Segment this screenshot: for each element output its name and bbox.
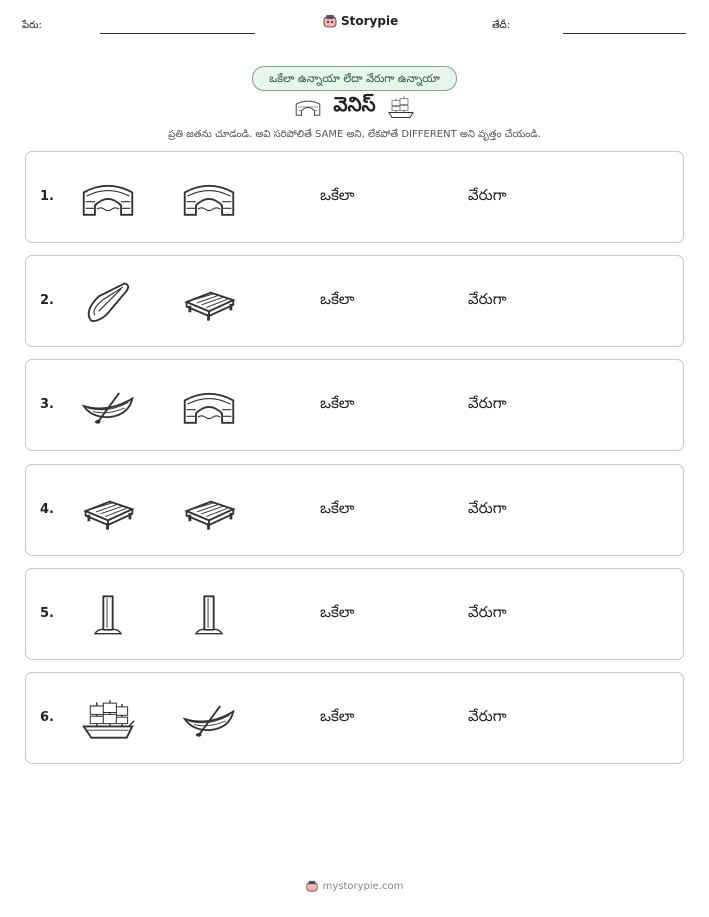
date-line[interactable] bbox=[563, 33, 686, 34]
question-row bbox=[25, 359, 684, 451]
same-option[interactable]: ఒకేలా bbox=[320, 602, 355, 621]
question-number: 5. bbox=[40, 605, 54, 621]
dock-icon bbox=[80, 489, 136, 533]
question-number: 3. bbox=[40, 397, 54, 413]
storypie-mascot-icon bbox=[323, 14, 337, 28]
footer bbox=[0, 880, 709, 892]
instructions: ప్రతి జతను చూడండి. అవి సరిపోలితే SAME అని, లేకపోతే DIFFERENT అని వృత్తం చేయండి. bbox=[168, 129, 541, 140]
boat-icon bbox=[80, 280, 136, 324]
same-option[interactable]: ఒకేలా bbox=[320, 290, 355, 309]
canoe-icon bbox=[80, 384, 136, 428]
question-number: 6. bbox=[40, 710, 54, 725]
question-number: 4. bbox=[40, 501, 54, 517]
question-row bbox=[25, 672, 684, 764]
bridge-icon bbox=[80, 176, 136, 220]
same-option[interactable]: ఒకేలా bbox=[320, 498, 355, 517]
bridge-icon bbox=[181, 384, 237, 428]
brand-logo bbox=[323, 14, 398, 28]
pole-icon bbox=[80, 593, 136, 637]
page-title: వెనిస్ bbox=[333, 92, 376, 116]
same-option[interactable]: ఒకేలా bbox=[320, 394, 355, 413]
canoe-icon bbox=[181, 697, 237, 741]
ship-icon bbox=[386, 94, 416, 120]
same-option[interactable]: ఒకేలా bbox=[320, 186, 355, 204]
bridge-icon bbox=[293, 97, 323, 117]
bridge-icon bbox=[181, 176, 237, 220]
question-row bbox=[25, 151, 684, 243]
ship-icon bbox=[80, 697, 136, 741]
different-option[interactable]: వేరుగా bbox=[468, 602, 507, 621]
question-row bbox=[25, 255, 684, 347]
title-row bbox=[0, 92, 709, 121]
different-option[interactable]: వేరుగా bbox=[468, 394, 507, 413]
name-label: పేరు: bbox=[22, 20, 42, 31]
brand-name: Storypie bbox=[341, 14, 399, 28]
question-row bbox=[25, 568, 684, 660]
question-number: 1. bbox=[40, 189, 54, 204]
name-line[interactable] bbox=[100, 33, 255, 34]
question-number: 2. bbox=[40, 293, 54, 309]
dock-icon bbox=[181, 280, 237, 324]
different-option[interactable]: వేరుగా bbox=[468, 290, 507, 309]
worksheet-badge: ఒకేలా ఉన్నాయా లేదా వేరుగా ఉన్నాయా bbox=[252, 66, 457, 91]
same-option[interactable]: ఒకేలా bbox=[320, 707, 355, 725]
different-option[interactable]: వేరుగా bbox=[468, 707, 507, 725]
footer-site: mystorypie.com bbox=[322, 880, 404, 892]
different-option[interactable]: వేరుగా bbox=[468, 498, 507, 517]
question-row bbox=[25, 464, 684, 556]
different-option[interactable]: వేరుగా bbox=[468, 186, 507, 204]
pole-icon bbox=[181, 593, 237, 637]
storypie-mascot-icon bbox=[306, 880, 318, 892]
date-label: తేదీ: bbox=[492, 20, 511, 31]
dock-icon bbox=[181, 489, 237, 533]
